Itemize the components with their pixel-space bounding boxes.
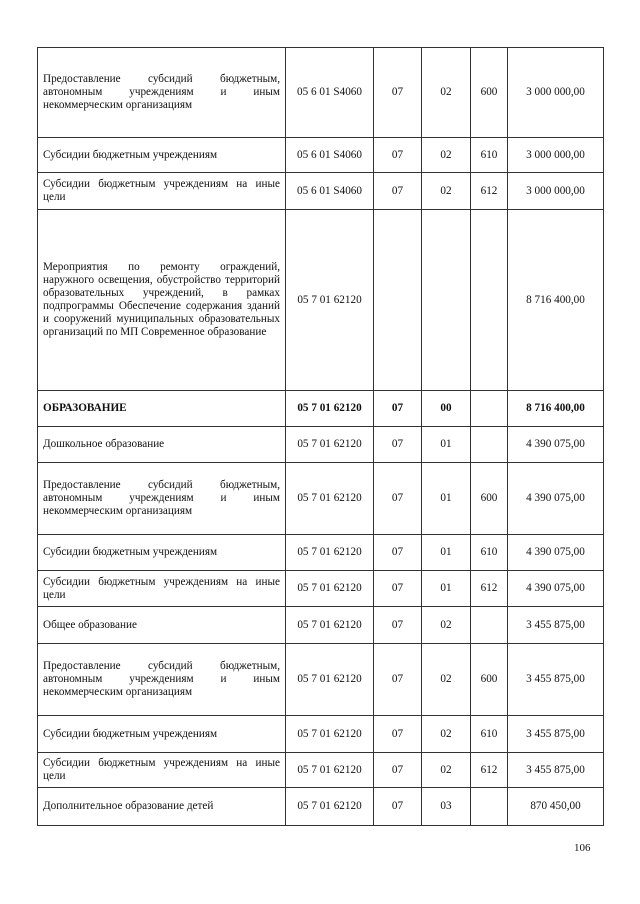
row-name: Субсидии бюджетным учреждениям на иные цели (38, 571, 286, 607)
row-subsection: 03 (422, 788, 471, 826)
row-subsection: 02 (422, 753, 471, 788)
row-section: 07 (374, 607, 422, 644)
row-subsection: 01 (422, 535, 471, 571)
row-expense-type: 600 (471, 644, 508, 716)
row-section: 07 (374, 571, 422, 607)
row-csr-code: 05 7 01 62120 (286, 716, 374, 753)
table-row (38, 463, 604, 535)
row-amount: 4 390 075,00 (508, 571, 604, 607)
row-section: 07 (374, 48, 422, 138)
row-csr-code: 05 7 01 62120 (286, 607, 374, 644)
table-row (38, 753, 604, 788)
row-name: Предоставление субсидий бюджетным, автономным учреждениям и иным некоммерческим организациям (38, 463, 286, 535)
row-amount: 4 390 075,00 (508, 463, 604, 535)
row-expense-type (471, 427, 508, 463)
row-csr-code: 05 7 01 62120 (286, 571, 374, 607)
row-name: Субсидии бюджетным учреждениям на иные цели (38, 753, 286, 788)
table-row (38, 210, 604, 391)
row-csr-code: 05 7 01 62120 (286, 391, 374, 427)
table-row (38, 427, 604, 463)
row-subsection: 00 (422, 391, 471, 427)
row-csr-code: 05 6 01 S4060 (286, 138, 374, 173)
row-expense-type: 610 (471, 138, 508, 173)
table-row (38, 173, 604, 210)
row-section: 07 (374, 644, 422, 716)
row-amount: 3 455 875,00 (508, 607, 604, 644)
row-subsection: 02 (422, 173, 471, 210)
row-amount: 3 000 000,00 (508, 173, 604, 210)
table-row (38, 48, 604, 138)
row-csr-code: 05 7 01 62120 (286, 427, 374, 463)
row-name: Субсидии бюджетным учреждениям на иные цели (38, 173, 286, 210)
row-csr-code: 05 7 01 62120 (286, 753, 374, 788)
row-name: Субсидии бюджетным учреждениям (38, 716, 286, 753)
row-subsection (422, 210, 471, 391)
row-expense-type: 612 (471, 173, 508, 210)
row-amount: 3 455 875,00 (508, 753, 604, 788)
row-csr-code: 05 6 01 S4060 (286, 173, 374, 210)
row-name: Предоставление субсидий бюджетным, автономным учреждениям и иным некоммерческим организациям (38, 644, 286, 716)
table-row (38, 571, 604, 607)
row-subsection: 02 (422, 644, 471, 716)
row-expense-type: 612 (471, 571, 508, 607)
row-name: Субсидии бюджетным учреждениям (38, 535, 286, 571)
row-amount: 3 000 000,00 (508, 138, 604, 173)
row-name: Дошкольное образование (38, 427, 286, 463)
row-section: 07 (374, 427, 422, 463)
row-subsection: 02 (422, 716, 471, 753)
row-section: 07 (374, 716, 422, 753)
row-amount: 3 455 875,00 (508, 644, 604, 716)
row-expense-type (471, 210, 508, 391)
row-name: Дополнительное образование детей (38, 788, 286, 826)
row-amount: 3 455 875,00 (508, 716, 604, 753)
row-section: 07 (374, 788, 422, 826)
row-csr-code: 05 6 01 S4060 (286, 48, 374, 138)
table-row (38, 788, 604, 826)
row-expense-type: 612 (471, 753, 508, 788)
row-subsection: 01 (422, 427, 471, 463)
page-number: 106 (574, 842, 591, 854)
row-subsection: 02 (422, 138, 471, 173)
row-expense-type: 600 (471, 48, 508, 138)
table-row (38, 535, 604, 571)
row-expense-type (471, 607, 508, 644)
row-amount: 870 450,00 (508, 788, 604, 826)
row-name: ОБРАЗОВАНИЕ (38, 391, 286, 427)
budget-table (37, 47, 604, 826)
row-section: 07 (374, 535, 422, 571)
table-row (38, 138, 604, 173)
row-expense-type: 610 (471, 716, 508, 753)
table-row (38, 716, 604, 753)
table-row (38, 391, 604, 427)
row-csr-code: 05 7 01 62120 (286, 788, 374, 826)
row-subsection: 02 (422, 607, 471, 644)
row-name: Предоставление субсидий бюджетным, автономным учреждениям и иным некоммерческим организациям (38, 48, 286, 138)
row-csr-code: 05 7 01 62120 (286, 644, 374, 716)
row-amount: 4 390 075,00 (508, 427, 604, 463)
row-amount: 8 716 400,00 (508, 210, 604, 391)
table-row (38, 644, 604, 716)
row-name: Общее образование (38, 607, 286, 644)
row-section: 07 (374, 391, 422, 427)
row-expense-type: 600 (471, 463, 508, 535)
row-subsection: 01 (422, 463, 471, 535)
row-name: Субсидии бюджетным учреждениям (38, 138, 286, 173)
table-row (38, 607, 604, 644)
row-section (374, 210, 422, 391)
row-section: 07 (374, 173, 422, 210)
row-amount: 3 000 000,00 (508, 48, 604, 138)
row-section: 07 (374, 753, 422, 788)
row-expense-type (471, 391, 508, 427)
row-subsection: 01 (422, 571, 471, 607)
row-section: 07 (374, 463, 422, 535)
row-expense-type (471, 788, 508, 826)
row-section: 07 (374, 138, 422, 173)
row-name: Мероприятия по ремонту ограждений, наружного освещения, обустройство территорий образовательных учреждений, в рамках подпрограммы Обеспечение содержания зданий и сооружений муниципальных образовательных организаций по МП Современное образование (38, 210, 286, 391)
row-csr-code: 05 7 01 62120 (286, 463, 374, 535)
row-amount: 4 390 075,00 (508, 535, 604, 571)
row-csr-code: 05 7 01 62120 (286, 535, 374, 571)
row-amount: 8 716 400,00 (508, 391, 604, 427)
row-subsection: 02 (422, 48, 471, 138)
row-csr-code: 05 7 01 62120 (286, 210, 374, 391)
row-expense-type: 610 (471, 535, 508, 571)
